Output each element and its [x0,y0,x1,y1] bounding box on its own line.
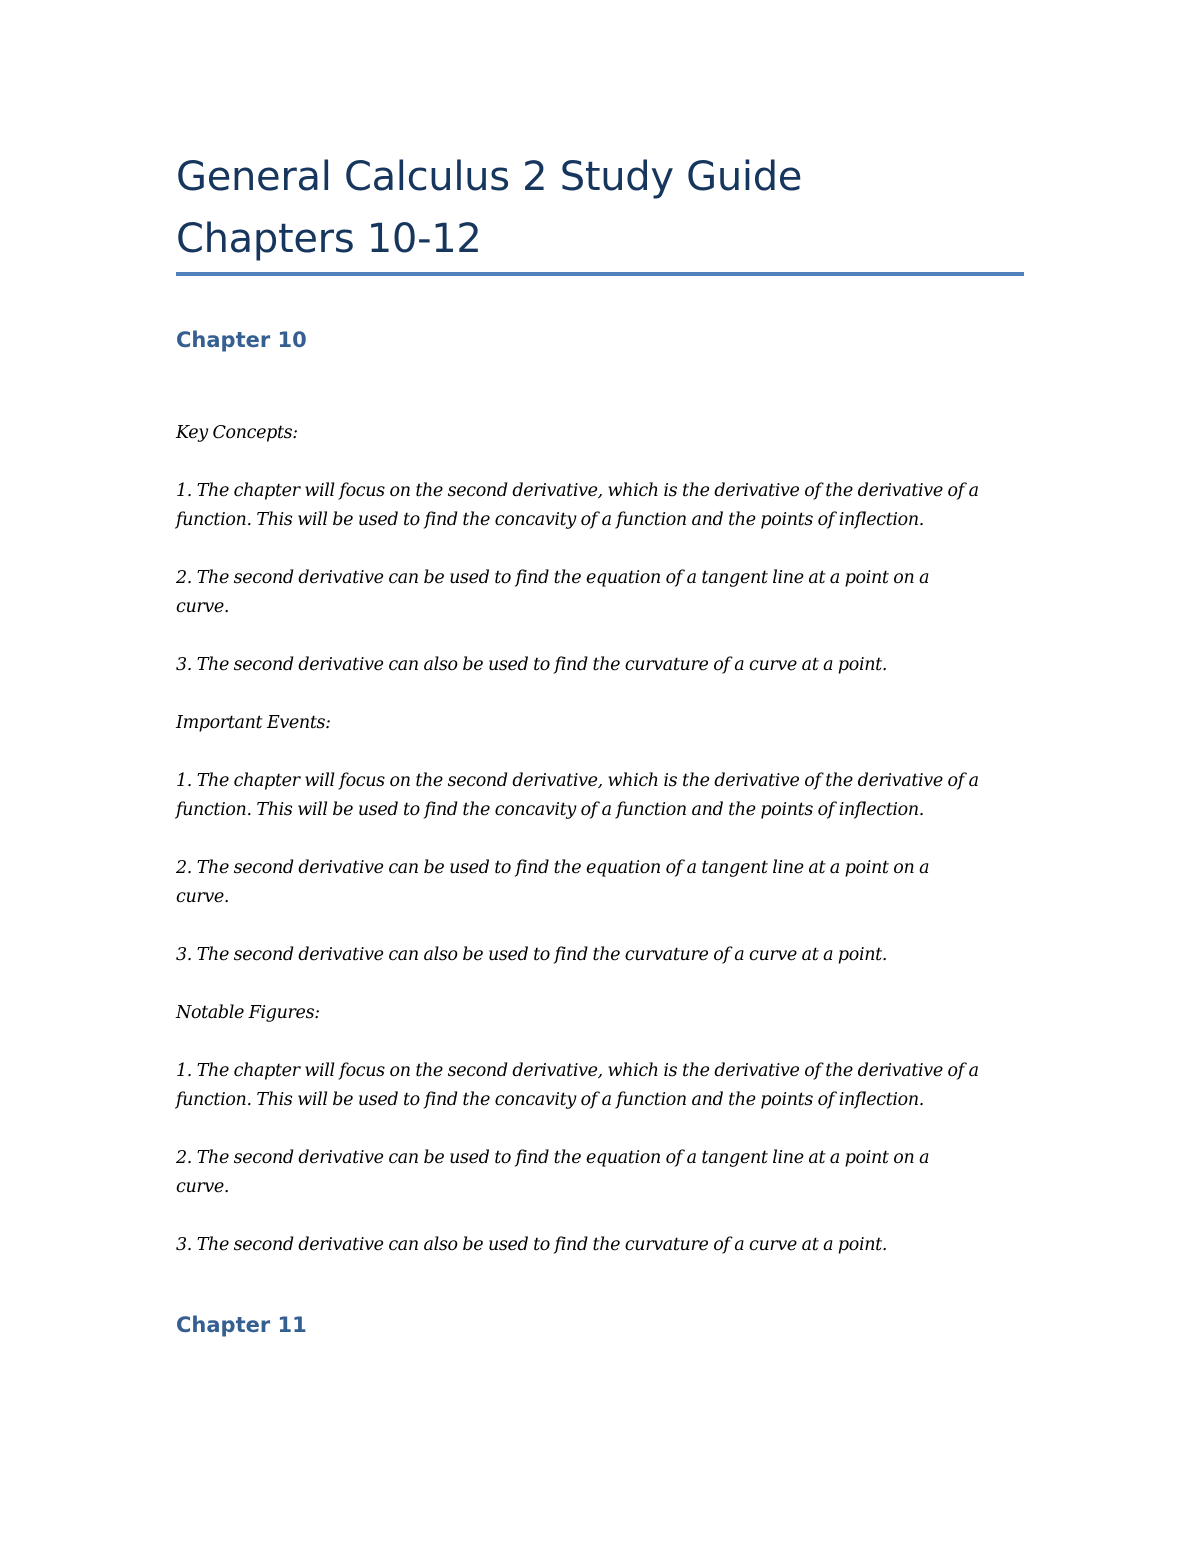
title-line-2: Chapters 10-12 [176,216,482,262]
key-concepts-label: Key Concepts: [176,423,298,443]
notable-figure-item-3: 3. The second derivative can also be used to find the curvature of a curve at a point. [176,1235,888,1255]
important-event-item-3: 3. The second derivative can also be used to find the curvature of a curve at a point. [176,945,888,965]
title-underline-rule [176,272,1024,276]
chapter-11-heading: Chapter 11 [176,1313,307,1337]
key-concept-item-3: 3. The second derivative can also be used to find the curvature of a curve at a point. [176,655,888,675]
key-concept-item-2: 2. The second derivative can be used to find the equation of a tangent line at a point on a curve. [176,568,930,617]
key-concept-item-1: 1. The chapter will focus on the second derivative, which is the derivative of the derivative of a function. This will be used to find the concavity of a function and the points of inflection. [176,481,979,530]
important-event-item-1: 1. The chapter will focus on the second derivative, which is the derivative of the derivative of a function. This will be used to find the concavity of a function and the points of inflection. [176,771,979,820]
notable-figures-label: Notable Figures: [176,1003,320,1023]
title-line-1: General Calculus 2 Study Guide [176,154,803,200]
notable-figure-item-1: 1. The chapter will focus on the second derivative, which is the derivative of the derivative of a function. This will be used to find the concavity of a function and the points of inflection. [176,1061,979,1110]
notable-figure-item-2: 2. The second derivative can be used to find the equation of a tangent line at a point on a curve. [176,1148,930,1197]
page-title [176,146,1036,270]
important-event-item-2: 2. The second derivative can be used to find the equation of a tangent line at a point on a curve. [176,858,930,907]
important-events-label: Important Events: [176,713,331,733]
chapter-10-heading: Chapter 10 [176,328,307,352]
